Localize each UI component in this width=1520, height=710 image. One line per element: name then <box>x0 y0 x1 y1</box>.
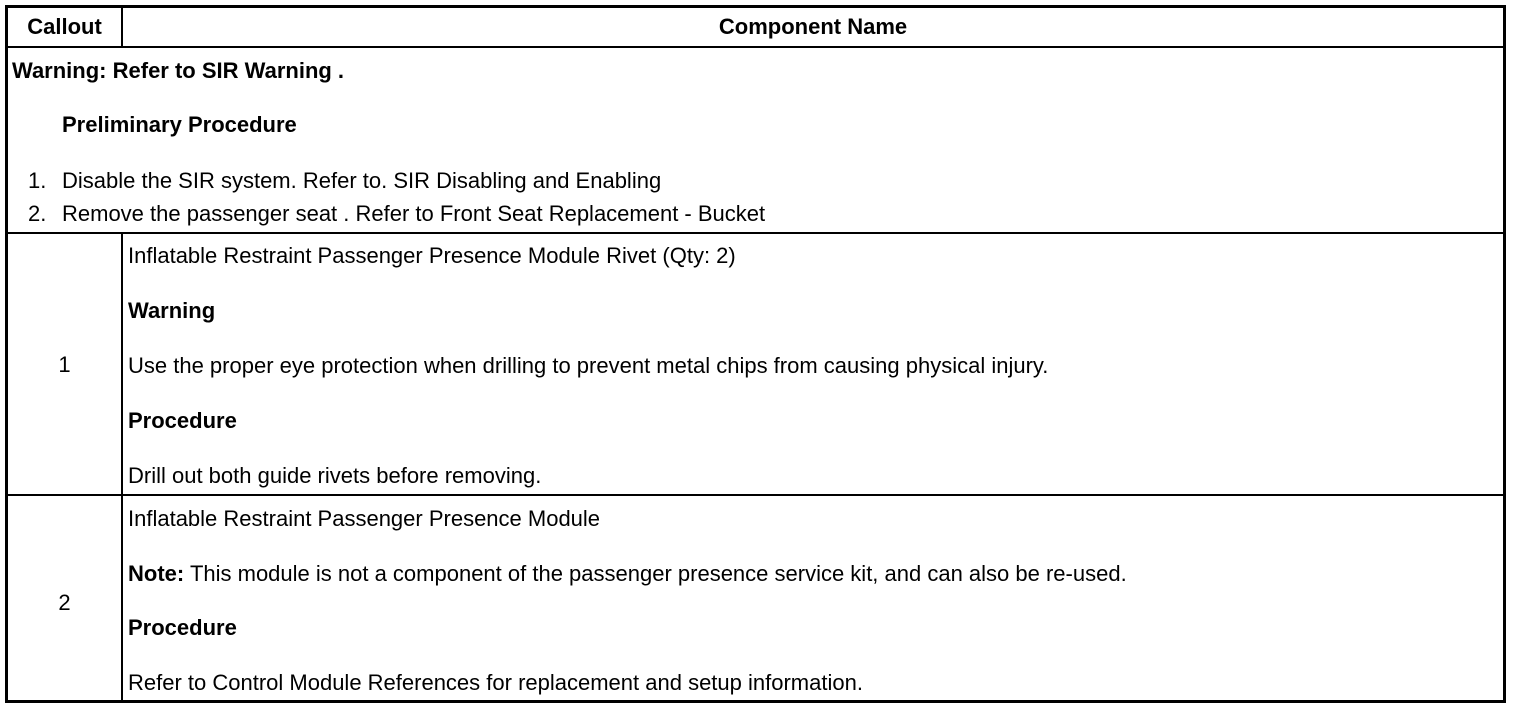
step-text: Disable the SIR system. Refer to. SIR Disabling and Enabling <box>62 168 662 193</box>
callout-number: 2 <box>58 590 71 615</box>
note-label: Note: <box>128 561 185 586</box>
procedure-heading: Procedure <box>128 408 237 433</box>
procedure-text: Refer to Control Module References for replacement and setup information. <box>128 670 863 695</box>
component-name: Inflatable Restraint Passenger Presence Module <box>128 506 601 531</box>
procedure-heading: Procedure <box>128 615 237 640</box>
header-callout: Callout <box>27 14 102 39</box>
callout-number: 1 <box>58 352 71 377</box>
warning-text: Refer to SIR Warning . <box>112 58 345 83</box>
sir-warning-line <box>12 58 344 84</box>
step-text: Remove the passenger seat . Refer to Front Seat Replacement - Bucket <box>62 201 766 226</box>
procedure-text: Drill out both guide rivets before removing. <box>128 463 542 488</box>
warning-heading: Warning <box>128 298 216 323</box>
preliminary-heading: Preliminary Procedure <box>62 112 297 137</box>
note-line <box>128 561 1127 587</box>
column-divider-rows <box>121 232 123 703</box>
warning-text: Use the proper eye protection when drilling to prevent metal chips from causing physical injury. <box>128 353 1049 378</box>
header-component-name: Component Name <box>718 14 908 39</box>
step-number: 1. <box>28 168 47 193</box>
header-divider <box>5 46 1506 48</box>
note-text: This module is not a component of the passenger presence service kit, and can also be re-used. <box>189 561 1127 586</box>
row-divider <box>5 494 1506 496</box>
preliminary-divider <box>5 232 1506 234</box>
warning-label: Warning: <box>12 58 107 83</box>
step-number: 2. <box>28 201 47 226</box>
component-name: Inflatable Restraint Passenger Presence Module Rivet (Qty: 2) <box>128 243 736 268</box>
